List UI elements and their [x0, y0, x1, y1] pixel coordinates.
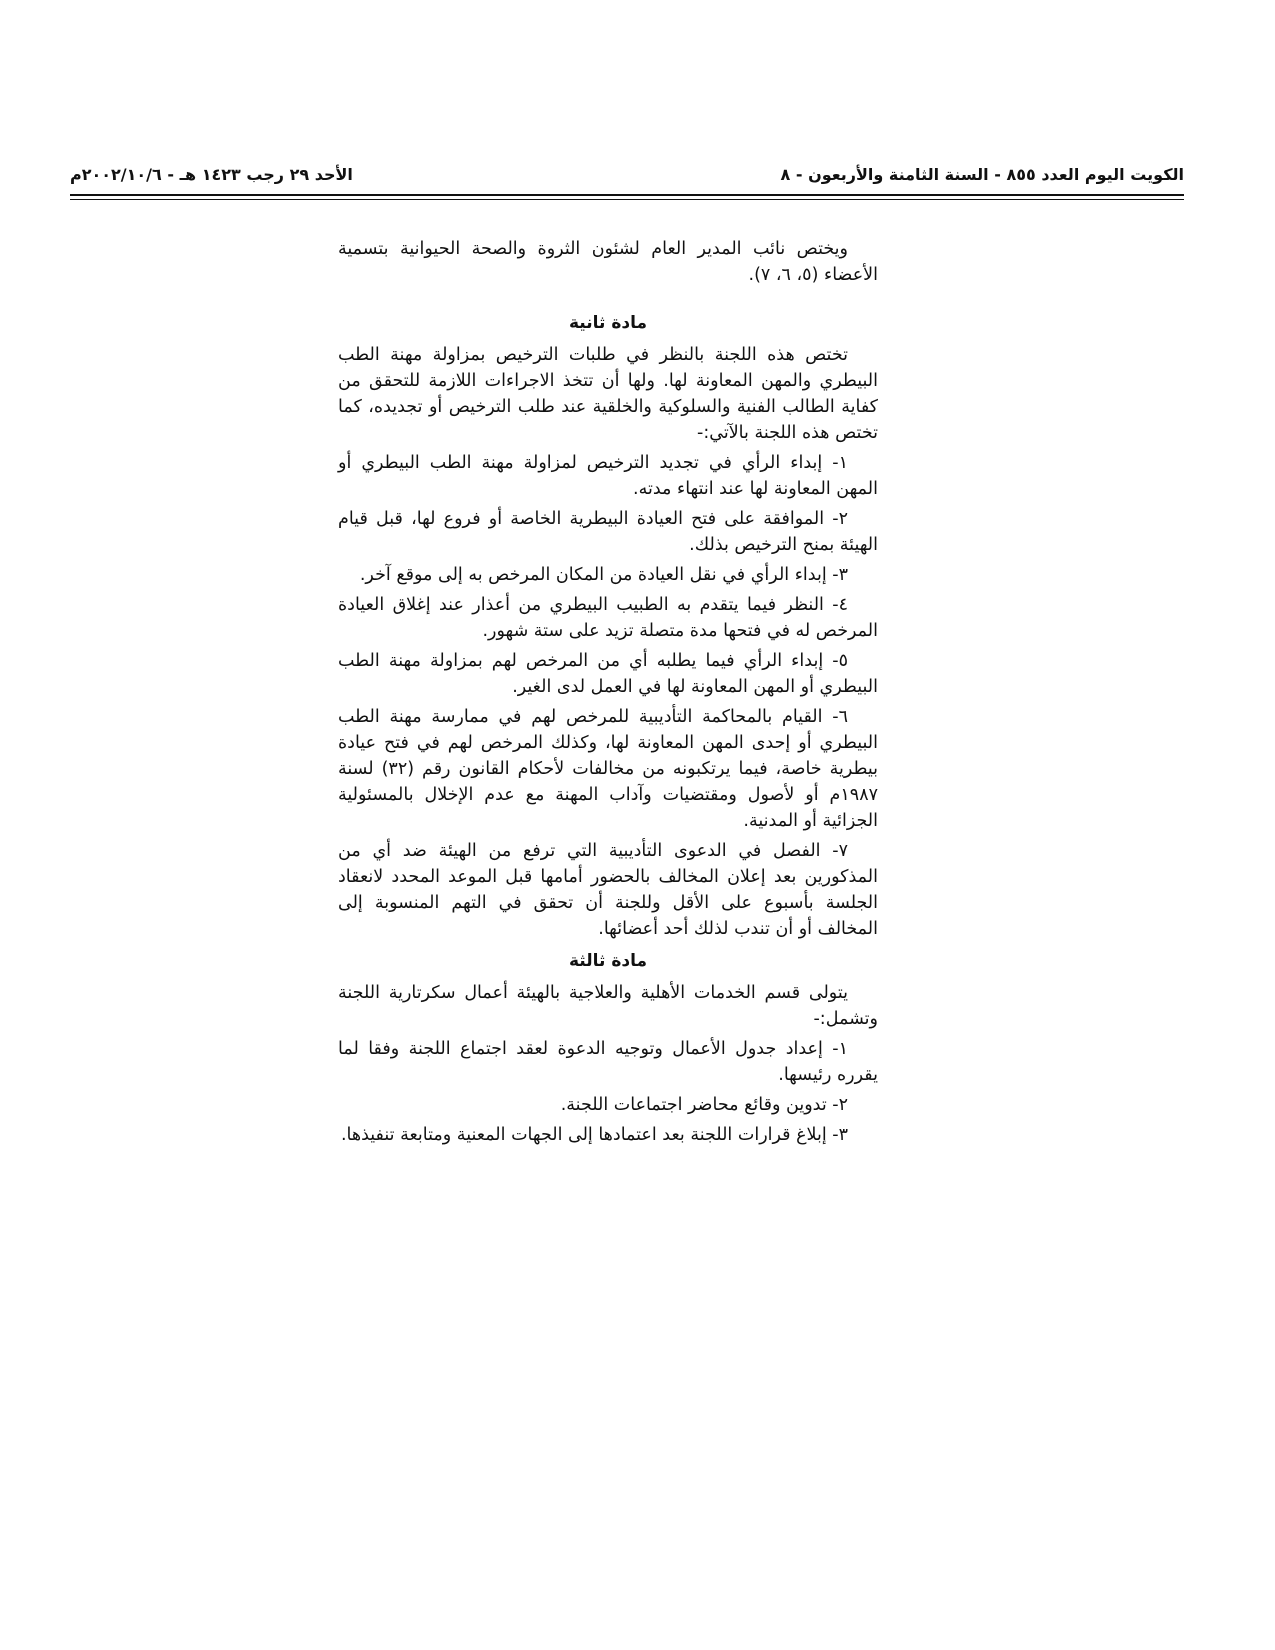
header-issue-info: الكويت اليوم العدد ٨٥٥ - السنة الثامنة والأربعون - ٨ [780, 165, 1184, 184]
page-header [70, 165, 1184, 193]
intro-paragraph: ويختص نائب المدير العام لشئون الثروة والصحة الحيوانية بتسمية الأعضاء (٥، ٦، ٧). [338, 239, 878, 285]
article-2-item: ٧- الفصل في الدعوى التأديبية التي ترفع من الهيئة ضد أي من المذكورين بعد إعلان المخالف بالحضور أمامها قبل الموعد المحدد لانعقاد الجلسة بأسبوع على الأقل وللجنة أن تحقق في التهم المنسوبة إلى المخالف أو أن تندب لذلك أحد أعضائها. [338, 841, 878, 939]
article-2-item: ٢- الموافقة على فتح العيادة البيطرية الخاصة أو فروع لها، قبل قيام الهيئة بمنح الترخيص بذلك. [338, 509, 878, 555]
article-3-item: ١- إعداد جدول الأعمال وتوجيه الدعوة لعقد اجتماع اللجنة وفقا لما يقرره رئيسها. [338, 1039, 878, 1085]
article-2-intro: تختص هذه اللجنة بالنظر في طلبات الترخيص بمزاولة مهنة الطب البيطري والمهن المعاونة لها. ولها أن تتخذ الاجراءات اللازمة للتحقق من كفاية الطالب الفنية والسلوكية والخلقية عند طلب الترخيص أو تجديده، كما تختص هذه اللجنة بالآتي:- [338, 345, 878, 443]
header-rule [70, 194, 1184, 196]
header-date: الأحد ٢٩ رجب ١٤٢٣ هـ - ٢٠٠٢/١٠/٦م [70, 165, 353, 184]
article-3-intro: يتولى قسم الخدمات الأهلية والعلاجية بالهيئة أعمال سكرتارية اللجنة وتشمل:- [338, 983, 878, 1029]
article-2-item: ١- إبداء الرأي في تجديد الترخيص لمزاولة مهنة الطب البيطري أو المهن المعاونة لها عند انتهاء مدته. [338, 453, 878, 499]
article-2-item: ٣- إبداء الرأي في نقل العيادة من المكان المرخص به إلى موقع آخر. [359, 565, 848, 585]
article-2-title: مادة ثانية [569, 313, 647, 333]
article-3-item: ٣- إبلاغ قرارات اللجنة بعد اعتمادها إلى الجهات المعنية ومتابعة تنفيذها. [340, 1125, 848, 1145]
article-3-item: ٢- تدوين وقائع محاضر اجتماعات اللجنة. [560, 1095, 848, 1115]
article-2-item: ٤- النظر فيما يتقدم به الطبيب البيطري من أعذار عند إغلاق العيادة المرخص له في فتحها مدة متصلة تزيد على ستة شهور. [338, 595, 878, 641]
document-body [338, 236, 878, 1152]
article-2-item: ٦- القيام بالمحاكمة التأديبية للمرخص لهم في ممارسة مهنة الطب البيطري أو إحدى المهن المعاونة لها، وكذلك المرخص لهم في فتح عيادة بيطرية خاصة، فيما يرتكبونه من مخالفات لأحكام القانون رقم (٣٢) لسنة ١٩٨٧م أو لأصول ومقتضيات وآداب المهنة مع عدم الإخلال بالمسئولية الجزائية أو المدنية. [338, 707, 878, 831]
article-2-item: ٥- إبداء الرأي فيما يطلبه أي من المرخص لهم بمزاولة مهنة الطب البيطري أو المهن المعاونة لها في العمل لدى الغير. [338, 651, 878, 697]
header-rule-thin [70, 199, 1184, 200]
article-3-title: مادة ثالثة [569, 951, 647, 971]
